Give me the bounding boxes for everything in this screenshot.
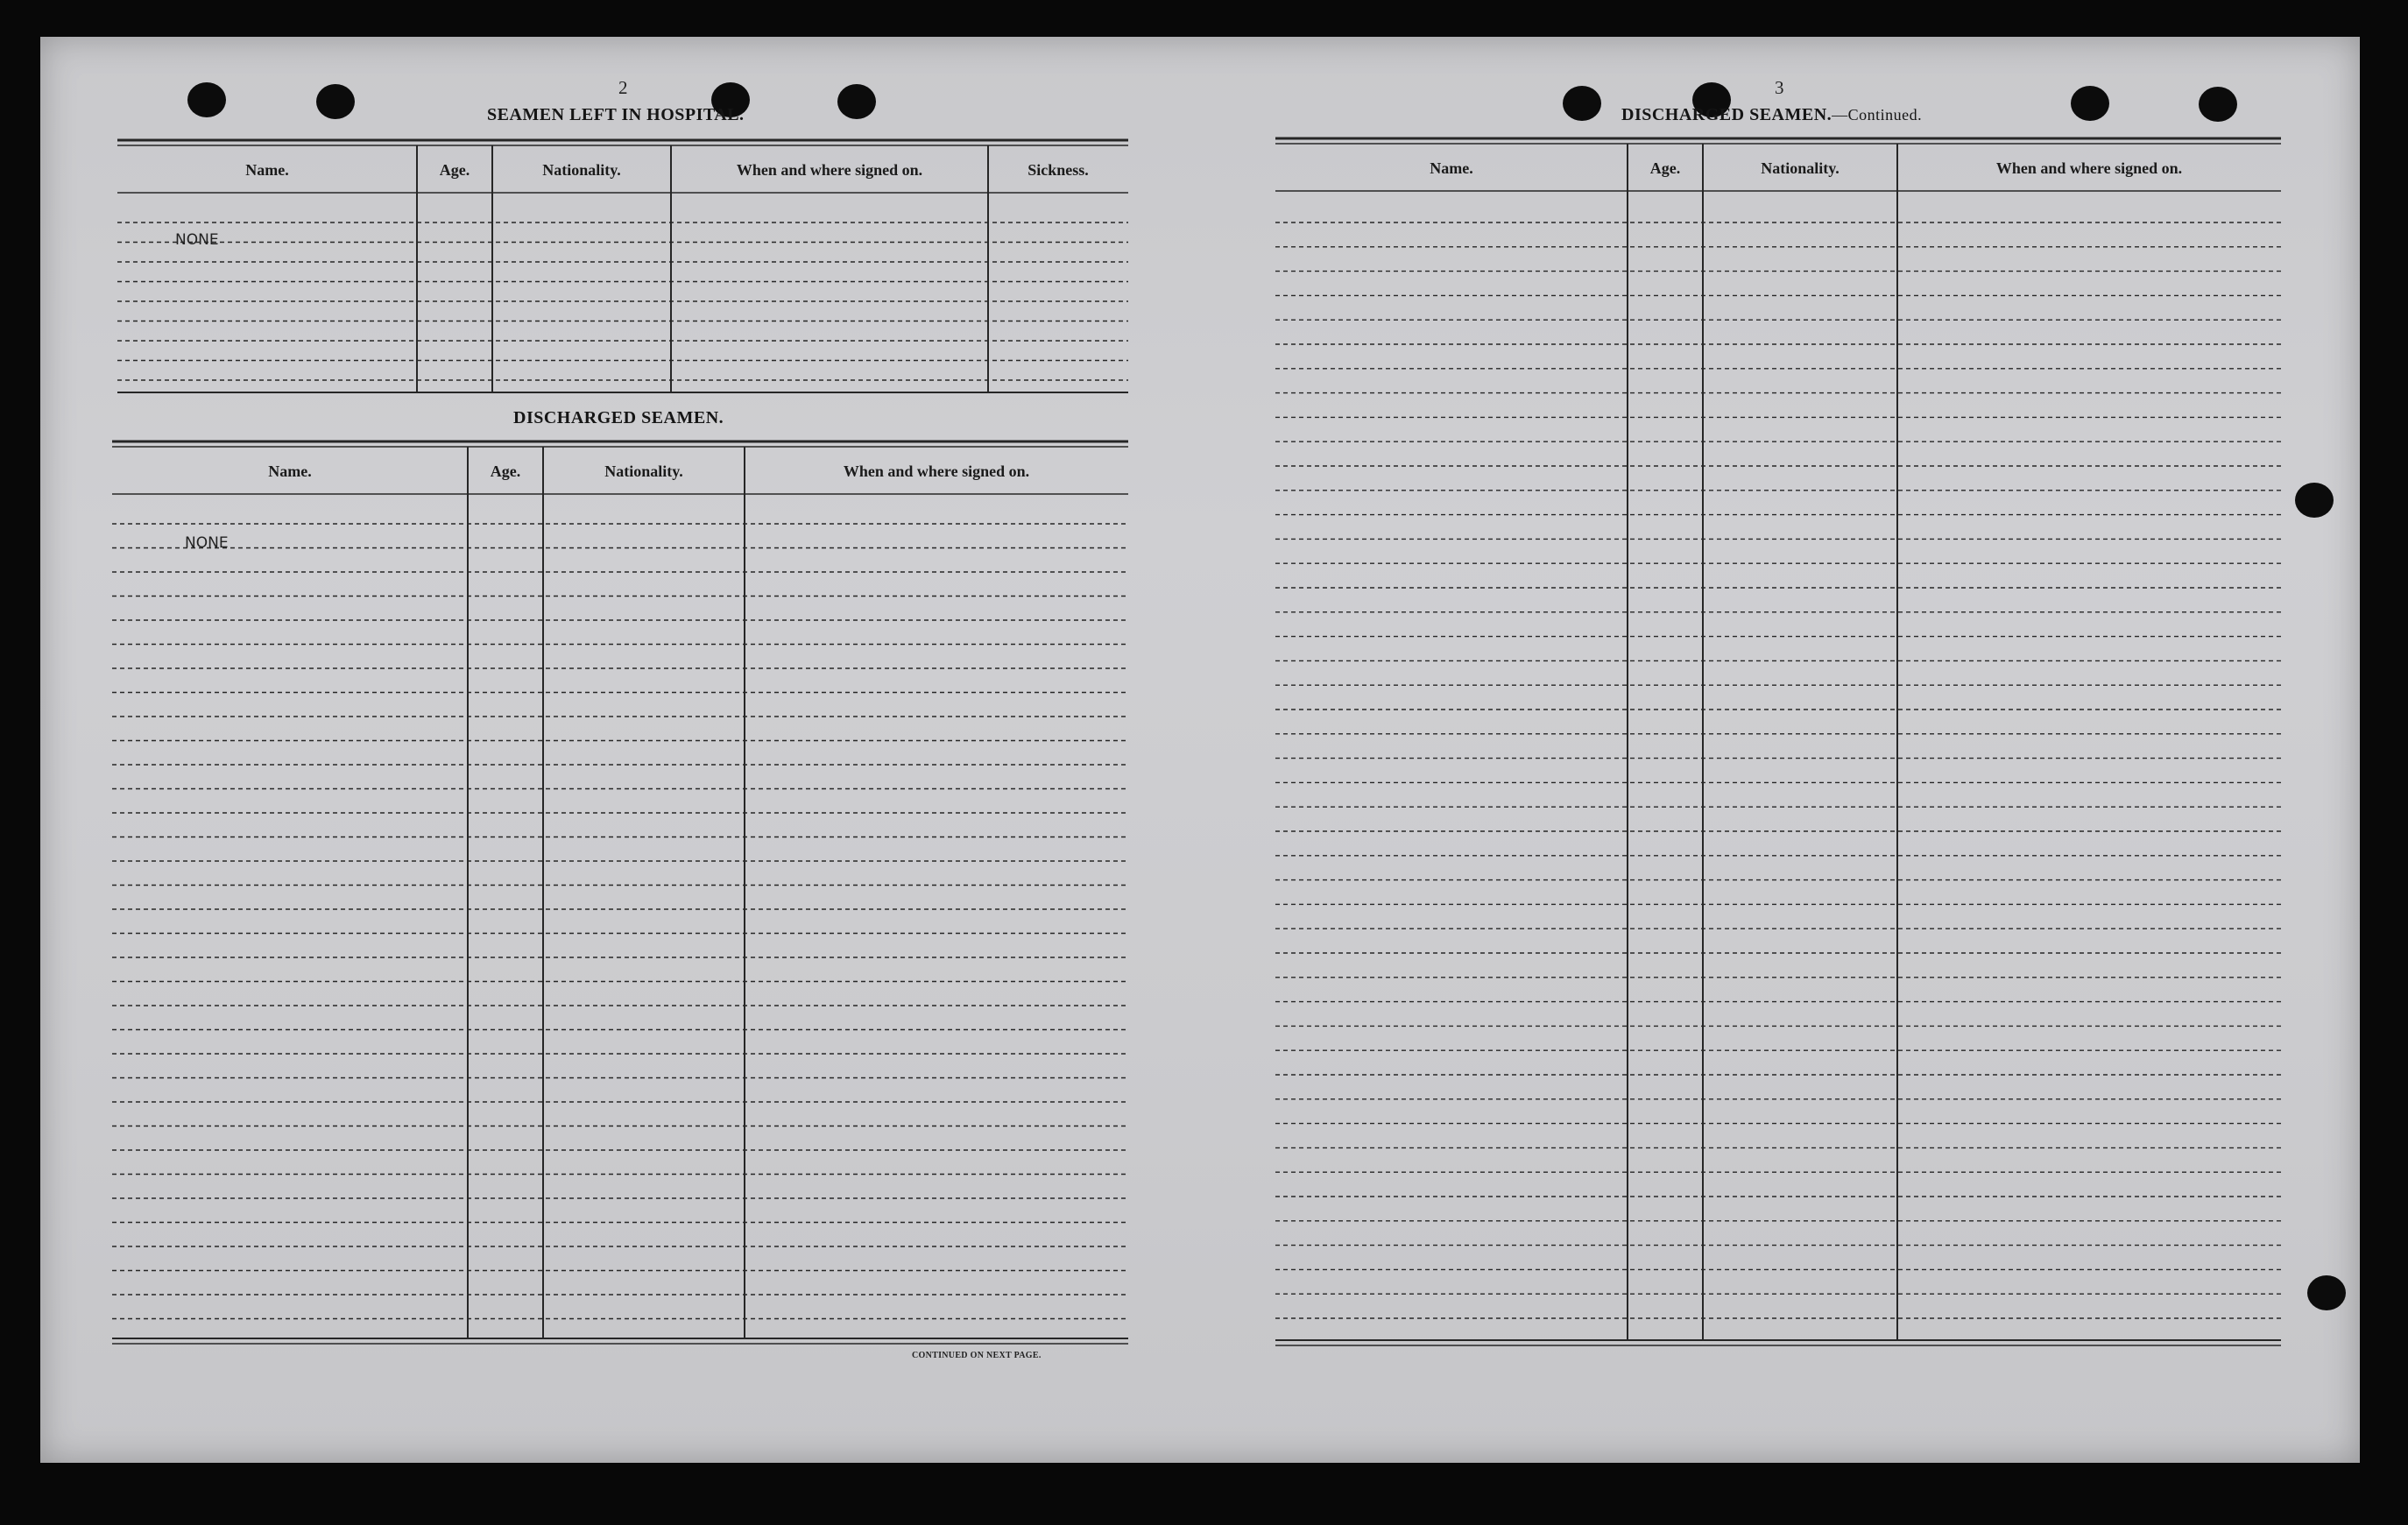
discharged-name-entry: NONE [185, 534, 229, 552]
discharged-section-title: DISCHARGED SEAMEN. [513, 408, 724, 427]
hospital-table-column-header: Age. [439, 161, 470, 179]
hospital-name-entry: NONE [175, 231, 219, 249]
discharged-table-column-header: When and where signed on. [843, 462, 1030, 480]
hospital-table-column-header: When and where signed on. [736, 161, 923, 179]
hospital-table-column-header: Name. [245, 161, 289, 179]
discharged-continued-table-column-header: Name. [1430, 159, 1473, 177]
discharged-continued-table-column-header: Nationality. [1761, 159, 1840, 177]
discharged-table-column-header: Nationality. [604, 462, 683, 480]
form-sheet [40, 37, 2360, 1463]
page-number-left: 2 [618, 77, 628, 98]
page-number-right: 3 [1775, 77, 1784, 98]
discharged-table-column-header: Name. [268, 462, 312, 480]
discharged-continued-suffix: —Continued. [1832, 106, 1923, 124]
discharged-table-column-header: Age. [490, 462, 521, 480]
discharged-continued-title-main: DISCHARGED SEAMEN. [1621, 105, 1832, 124]
continued-footer: CONTINUED ON NEXT PAGE. [912, 1351, 1042, 1360]
hospital-table-column-header: Nationality. [542, 161, 621, 179]
hospital-section-title: SEAMEN LEFT IN HOSPITAL. [487, 105, 745, 124]
form-grid [40, 37, 2360, 1463]
hospital-table-column-header: Sickness. [1027, 161, 1089, 179]
discharged-continued-table-column-header: When and where signed on. [1995, 159, 2183, 177]
discharged-continued-table-column-header: Age. [1649, 159, 1681, 177]
